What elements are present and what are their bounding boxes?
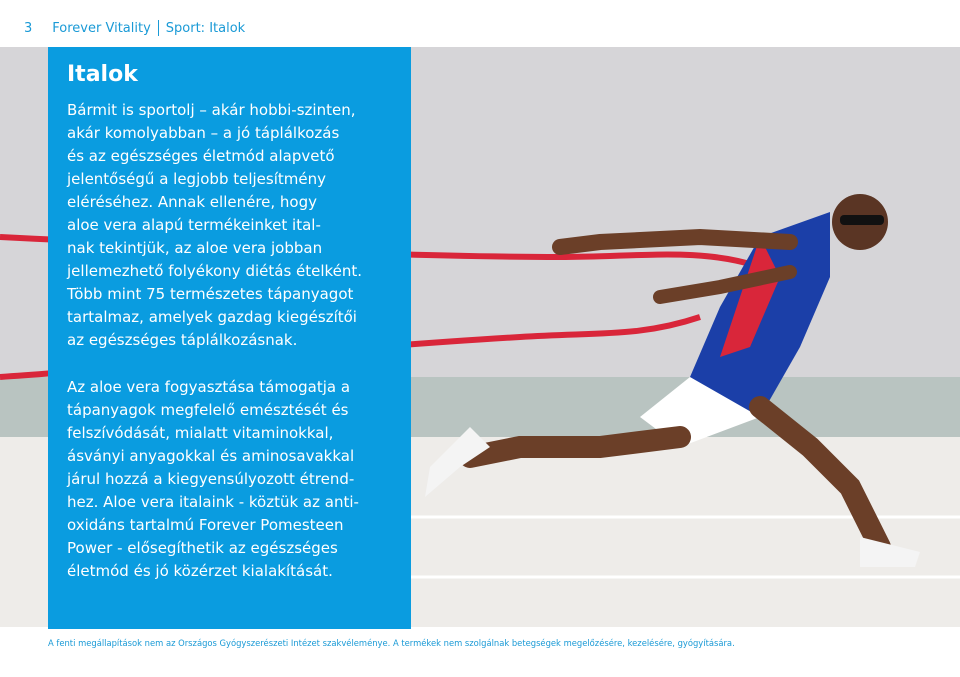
intro-paragraph: Bármit is sportolj – akár hobbi-szinten, akár komolyabban – a jó táplálkozás és az egészséges életmód alapvető jelentőségű a legjobb teljesítmény eléréséhez. Annak ellenére, hogy aloe vera alapú termékeinket ital- nak tekintjük, az aloe vera jobban jellemezhető folyékony diétás ételként. Több mint 75 természetes tápanyagot tartalmaz, amelyek gazdag kiegészítői az egészséges táplálkozásnak. (67, 101, 363, 349)
panel-title: Italok (67, 62, 138, 87)
runner-arm (560, 237, 790, 247)
detail-paragraph: Az aloe vera fogyasztása támogatja a tápanyagok megfelelő emésztését és felszívódását, mialatt vitaminokkal, ásványi anyagokkal és aminosavakkal járul hozzá a kiegyensúlyozott étrend- hez. Aloe vera italaink - köztük az anti- oxidáns tartalmú Forever Pomesteen Power - elősegíthetik az egészséges életmód és jó közérzet kialakítását. (67, 378, 359, 580)
footnote-disclaimer: A fenti megállapítások nem az Országos Gyógyszerészeti Intézet szakvéleménye. A termékek nem szolgálnak betegségek megelőzésére, kezelésére, gyógyítására. (48, 638, 735, 648)
page-number: 3 (24, 20, 33, 36)
section-title: Sport: Italok (165, 20, 246, 36)
page-header (24, 19, 245, 37)
brand-name: Forever Vitality (52, 20, 151, 36)
header-divider (158, 20, 159, 36)
info-panel (48, 47, 411, 629)
runner-sunglasses (840, 215, 884, 225)
